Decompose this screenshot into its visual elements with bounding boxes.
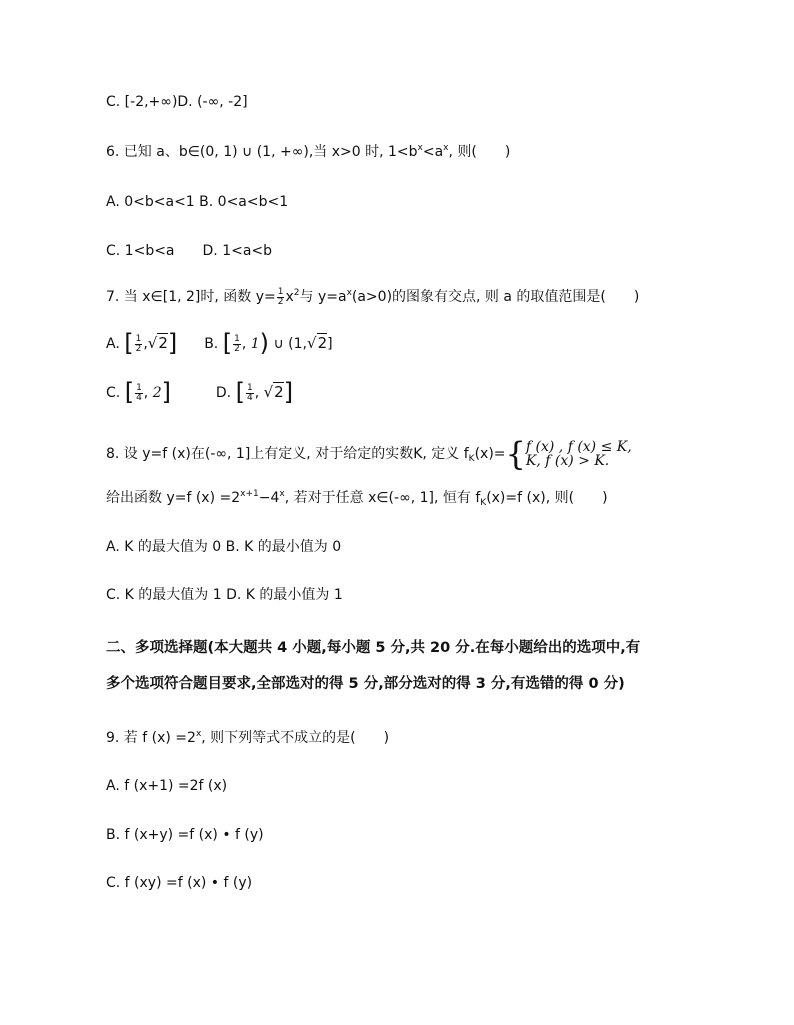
question-6-options-cd: C. 1<b<a D. 1<a<b (106, 243, 273, 259)
question-9-option-b: B. f (x+y) =f (x) • f (y) (106, 827, 264, 843)
question-9: 9. 若 f $(x) =2^x$, 则下列等式不成立的是( ) (106, 729, 390, 746)
section-2-heading-line1: 二、多项选择题(本大题共 4 小题,每小题 5 分,共 20 分.在每小题给出的选项中,有 (106, 640, 641, 656)
question-9-option-c: C. f (xy) =f (x) • f (y) (106, 875, 253, 891)
line-c-d-options: C. [-2,+∞)D. (-∞, -2] (106, 94, 248, 110)
question-8-options-cd: C. K 的最大值为 1 D. K 的最小值为 1 (106, 587, 343, 603)
section-2-heading-line2: 多个选项符合题目要求,全部选对的得 5 分,部分选对的得 3 分,有选错的得 0 分) (106, 676, 625, 692)
question-8-function: 给出函数 y=f $(x) =2^{x+1}-4^x$, 若对于任意 x∈(-∞, 1], 恒有 $f_K(x)=f$ (x), 则( ) (106, 489, 608, 508)
question-6-options-ab: A. 0<b<a<1 B. 0<a<b<1 (106, 194, 289, 210)
question-7-options-cd: C. [ $\frac{1}{4}$ , 2] D. [ $\frac{1}{4}$ , √2] (106, 378, 294, 406)
question-8: 8. 设 y=f (x)在(-∞, 1]上有定义, 对于给定的实数K, 定义 $f_K(x)=${ f (x) , f (x) ≤ K, K, f (x) > K. (106, 435, 632, 473)
question-7-options-ab: A. [ $\frac{1}{2}$ ,√2] B. [ $\frac{1}{2}$ , 1) ∪ (1,√2] (106, 329, 333, 357)
question-6: 6. 已知 a、b∈(0, 1) ∪ (1, +∞),当 x>0 时, $1<b^x<a^x$, 则( ) (106, 143, 511, 160)
question-7: 7. 当 x∈[1, 2]时, 函数 y= $\frac{1}{2}$ $x^2$与 $y=a^x(a>0)$的图象有交点, 则 a 的取值范围是( ) (106, 286, 640, 307)
question-8-options-ab: A. K 的最大值为 0 B. K 的最小值为 0 (106, 539, 342, 555)
question-9-option-a: A. f (x+1) =2f (x) (106, 778, 228, 794)
fraction: $\frac{1}{2}$ (277, 286, 284, 307)
